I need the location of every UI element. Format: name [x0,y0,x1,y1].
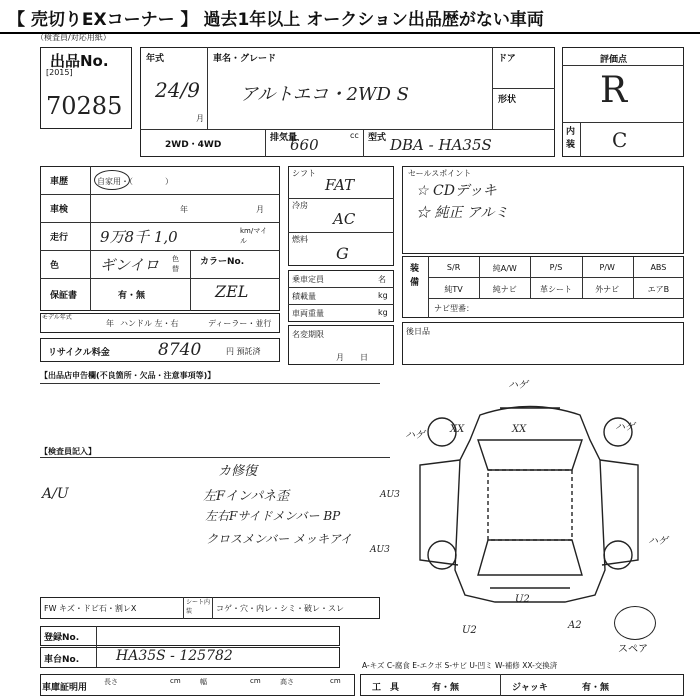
shift-label: シフト [292,169,316,178]
color-change: 色替 [172,255,179,273]
spare-label: スペア [618,644,648,655]
spare-circle [614,606,656,640]
equipment-item-b-1: 純ナビ [492,285,517,294]
inspection-label: 車検 [50,205,69,215]
garage-cert-row [40,674,355,696]
mark-u2-a: U2 [515,594,530,605]
year-value: 24/9 [155,78,200,102]
equipment-item-0: S/R [446,263,461,272]
equipment-item-b-2: 革シート [539,285,572,294]
registration-row [40,626,340,646]
navi-label: ナビ型番： [434,304,474,313]
mark-u2-b: U2 [462,625,477,636]
warranty-value: 有・無 [118,291,146,301]
mileage-value: 9万8千 1,0 [100,228,178,246]
inspector-note-4: 左右Fサイドメンバー BP [205,509,341,523]
cert-cell-4: 高さ [280,678,294,686]
cert-cell-0: 長さ [104,678,118,686]
after-box [402,322,684,365]
ac-label: 冷房 [292,201,308,210]
mark-hagu-1: ハゲ [508,380,528,391]
damage-legend: A-キズ C-腐食 E-エクボ S-サビ U-凹ミ W-補修 XX-交換済 [362,661,558,670]
seat-values: コゲ・穴・内レ・シミ・破レ・スレ [216,604,344,613]
chassis-label: 車台No. [44,655,80,665]
sales-points-label: セールスポイント [408,169,472,178]
inspector-note-1: A/U [42,486,69,502]
inspector-label: 【検査員記入】 [40,447,96,456]
mileage-label: 走行 [50,233,69,243]
mark-xx-2: XX [512,424,527,435]
cert-cell-3: cm [250,677,261,685]
inspection-month: 月 [256,205,264,214]
equipment-item-4: ABS [650,263,667,272]
recycle-unit: 円 預託済 [226,347,261,356]
tool-value: 有・無 [432,683,460,693]
warranty-label: 保証書 [50,291,78,301]
score-label: 評価点 [600,55,628,65]
mark-hagu-4: ハゲ [648,536,668,547]
sales-point-1: ☆ CDデッキ [416,183,497,199]
after-label: 後日品 [406,327,430,336]
interior-label: 内装 [566,127,576,150]
inspection-year: 年 [180,205,188,214]
inspector-note-2: カ修復 [218,464,258,479]
inspector-note-3: 左Fインパネ歪 [203,489,290,504]
inspector-note-5: クロスメンバー メッキアイ [206,532,352,546]
tool-label: 工 具 [372,683,400,693]
drive-label: 2WD・4WD [165,140,222,150]
mark-hagu-3: ハゲ [615,422,635,433]
sales-point-2: ☆ 純正 アルミ [416,205,509,221]
color-value: ギンイロ [100,256,160,274]
mark-xx-1: XX [450,424,465,435]
mark-a2: A2 [568,620,582,631]
chassis-value: HA35S - 125782 [116,648,233,664]
capacity-label: 乗車定員 [292,275,324,284]
equipment-item-3: P/W [599,263,615,272]
mileage-unit: km/マイル [240,227,268,245]
weight-label: 車両重量 [292,309,324,318]
ac-value: AC [333,210,356,228]
equipment-item-2: P/S [549,263,563,272]
equipment-label: 装備 [410,264,420,288]
cc-unit: cc [350,131,359,140]
door-label: ドア [498,54,516,64]
equipment-item-b-0: 純TV [444,285,463,294]
shape-label: 形状 [498,95,517,105]
capacity-unit: 名 [378,275,386,284]
change-unit: 月 日 [336,353,368,362]
report-label: 【出品店申告欄(不良箇所・欠品・注意事項等)】 [40,371,216,380]
fw-label: FW キズ・ドビ石・割レX [44,604,137,613]
recycle-label: リサイクル料金 [48,348,110,358]
change-label: 名変期限 [292,330,324,339]
mark-au3-b: AU3 [370,545,390,555]
history-label: 車歴 [50,177,69,187]
model-label: 型式 [368,133,387,143]
jack-value: 有・無 [582,683,610,693]
displacement-label: 排気量 [270,133,298,143]
interior-value: C [612,128,628,152]
name-label: 車名・グレード [213,54,277,64]
weight-unit: kg [378,308,388,317]
color-no-value: ZEL [215,282,249,301]
history-circle [94,170,130,190]
color-no-label: カラーNo. [200,257,245,267]
lot-number: 70285 [46,92,123,120]
model-year-label: モデル年式 [42,314,72,321]
load-label: 積載量 [292,292,316,301]
lot-label: 出品No. [50,52,109,70]
model-value: DBA - HA35S [390,136,492,154]
garage-cert-label: 車庫証明用 [42,683,88,693]
score-value: R [600,70,628,111]
shift-value: FAT [325,176,355,194]
equipment-item-b-4: エアB [647,285,670,294]
lot-year-tag: [2015] [46,68,73,77]
jack-label: ジャッキ [512,683,548,693]
banner-text: 【 売切りEXコーナー 】 過去1年以上 オークション出品歴がない車両 [8,10,544,30]
cert-cell-2: 幅 [200,678,207,686]
banner [0,0,700,34]
dealer-label: ディーラー・並行 [208,319,272,328]
color-label: 色 [50,261,60,271]
registration-label: 登録No. [44,633,80,643]
name-value: アルトエコ・2WD S [240,84,409,105]
cert-cell-1: cm [170,677,181,685]
cert-cell-5: cm [330,677,341,685]
handle-label: ハンドル 左・右 [120,319,179,328]
equipment-item-b-3: 外ナビ [595,285,620,294]
fuel-value: G [336,244,349,263]
load-unit: kg [378,291,388,300]
year-label: 年式 [146,54,165,64]
fuel-label: 燃料 [292,235,308,244]
equipment-item-1: 純A/W [492,264,517,273]
seat-label: シート内装 [186,599,211,615]
recycle-value: 8740 [158,340,202,360]
mark-hagu-2: ハゲ [405,430,425,441]
history-value: 自家用・（ ） [97,177,173,186]
displacement-value: 660 [290,136,319,154]
mark-au3-a: AU3 [380,490,400,500]
model-year-unit: 年 [106,319,114,328]
top-note: （検査員/対応用紙） [36,33,111,42]
month-suffix: 月 [196,114,204,123]
